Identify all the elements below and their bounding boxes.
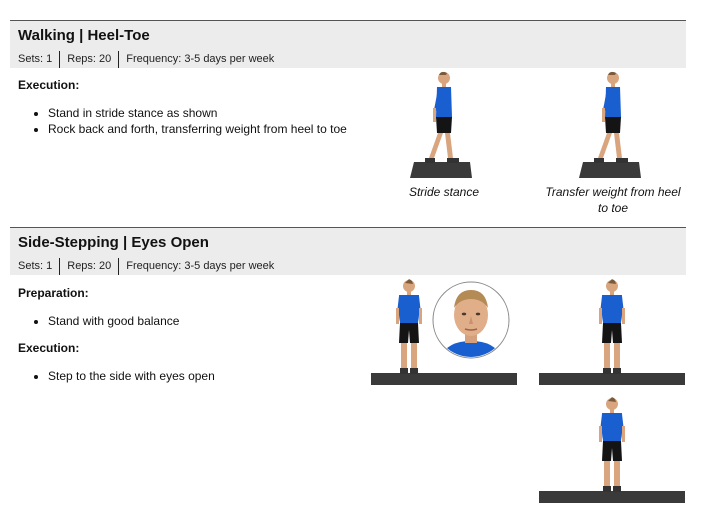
face-closeup	[432, 281, 510, 359]
exercise-title: Walking | Heel-Toe	[18, 27, 150, 44]
exercise-meta	[18, 258, 678, 275]
frequency-label: Frequency: 3-5 days per week	[126, 53, 275, 65]
preparation-steps	[34, 313, 179, 329]
preparation-heading: Preparation:	[18, 286, 89, 300]
sets-label: Sets: 1	[18, 260, 53, 272]
reps-label: Reps: 20	[67, 53, 112, 65]
person-standing-figure	[539, 276, 685, 386]
exercise-header	[10, 20, 686, 68]
reps-label: Reps: 20	[67, 260, 112, 272]
person-stride-figure	[577, 70, 645, 180]
sets-label: Sets: 1	[18, 53, 53, 65]
person-stride-figure	[408, 70, 476, 180]
list-item: • Rock back and forth, transferring weight from heel to toe	[48, 121, 347, 137]
list-item: • Step to the side with eyes open	[48, 368, 215, 384]
execution-heading: Execution:	[18, 341, 80, 355]
list-item: • Stand in stride stance as shown	[48, 105, 347, 121]
list-item: • Stand with good balance	[48, 313, 179, 329]
exercise-meta	[18, 51, 678, 68]
person-standing-figure	[539, 394, 685, 504]
execution-steps	[34, 105, 347, 137]
execution-heading: Execution:	[18, 78, 80, 92]
image-caption: Transfer weight from heel to toe	[545, 185, 681, 215]
frequency-label: Frequency: 3-5 days per week	[126, 260, 275, 272]
execution-steps	[34, 368, 215, 384]
exercise-title: Side-Stepping | Eyes Open	[18, 234, 209, 251]
image-caption: Stride stance	[408, 185, 480, 199]
exercise-header	[10, 227, 686, 275]
